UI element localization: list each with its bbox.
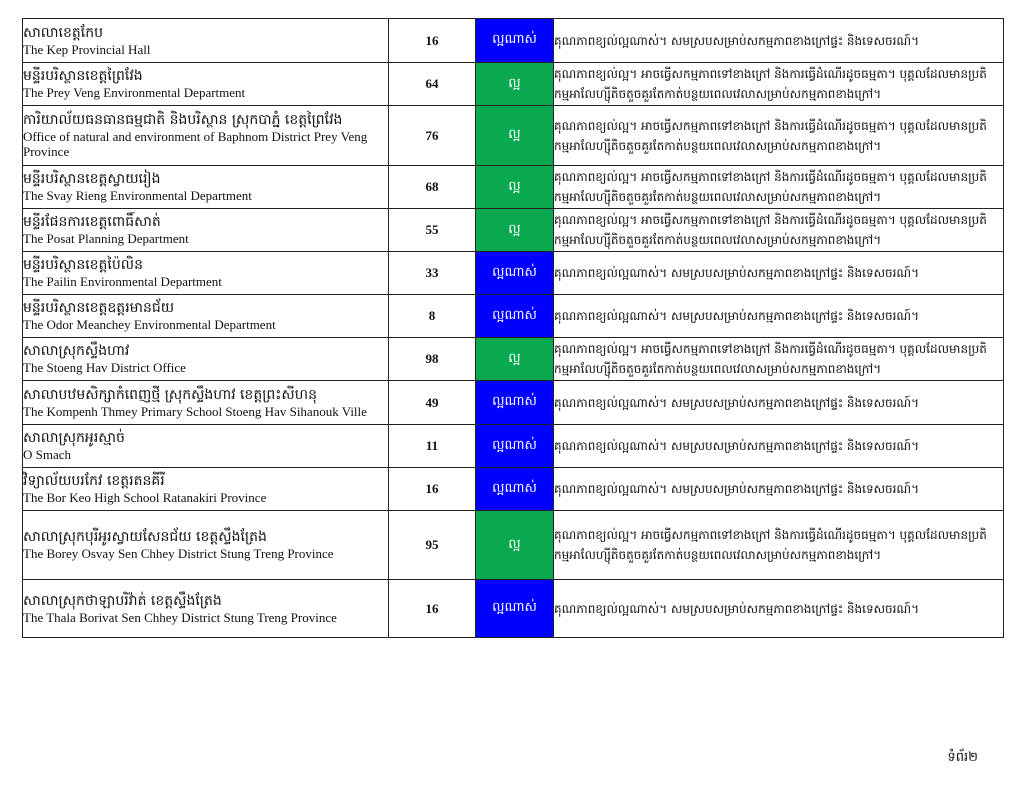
location-cell (23, 295, 389, 338)
location-name-english: The Kep Provincial Hall (23, 41, 151, 57)
location-name-khmer: មន្ទីរបរិស្ថានខេត្តព្រៃវែង (23, 68, 143, 84)
aqi-value: 76 (389, 106, 476, 166)
location-name-khmer: សាលាខេត្តកែប (23, 24, 103, 41)
location-name-khmer: សាលាស្រុកស្ទឹងហាវ (23, 343, 130, 359)
air-quality-description: គុណភាពខ្យល់ល្អណាស់។ សមស្របសម្រាប់សកម្មភាពខាងក្រៅផ្ទះ និងទេសចរណ៍។ (554, 19, 1004, 63)
location-name-khmer: ការិយាល័យធនធានធម្មជាតិ និងបរិស្ថាន ស្រុកបាភ្នំ ខេត្តព្រៃវែង (23, 112, 343, 128)
air-quality-description: គុណភាពខ្យល់ល្អណាស់។ សមស្របសម្រាប់សកម្មភាពខាងក្រៅផ្ទះ និងទេសចរណ៍។ (554, 425, 1004, 468)
air-quality-description: គុណភាពខ្យល់ល្អណាស់។ សមស្របសម្រាប់សកម្មភាពខាងក្រៅផ្ទះ និងទេសចរណ៍។ (554, 295, 1004, 338)
air-quality-table (22, 18, 1004, 638)
air-quality-description: គុណភាពខ្យល់ល្អណាស់។ សមស្របសម្រាប់សកម្មភាពខាងក្រៅផ្ទះ និងទេសចរណ៍។ (554, 468, 1004, 511)
location-name-khmer: មន្ទីរផែនការខេត្តពោធិ៍សាត់ (23, 214, 161, 230)
aqi-value: 16 (389, 468, 476, 511)
location-name-khmer: មន្ទីរបរិស្ថានខេត្តឧត្តរមានជ័យ (23, 300, 175, 316)
aqi-value: 95 (389, 511, 476, 580)
location-name-english: The Stoeng Hav District Office (23, 360, 186, 375)
table-row (23, 106, 1004, 166)
table-row (23, 580, 1004, 638)
page-number: ទំព័រ២ (947, 750, 978, 765)
aqi-category-badge: ល្អណាស់ (476, 295, 554, 338)
aqi-value: 64 (389, 63, 476, 106)
location-name-english: The Posat Planning Department (23, 231, 189, 246)
aqi-value: 16 (389, 580, 476, 638)
location-name-english: O Smach (23, 447, 72, 462)
table-row (23, 338, 1004, 381)
location-name-english: The Thala Borivat Sen Chhey District Stung Treng Province (23, 609, 337, 625)
aqi-value: 33 (389, 252, 476, 295)
location-name-english: Office of natural and environment of Baphnom District Prey Veng Province (23, 129, 368, 159)
table-row (23, 252, 1004, 295)
aqi-value: 11 (389, 425, 476, 468)
table-row (23, 295, 1004, 338)
aqi-category-badge: ល្អ (476, 209, 554, 252)
aqi-category-badge: ល្អ (476, 511, 554, 580)
location-cell (23, 209, 389, 252)
location-name-english: The Kompenh Thmey Primary School Stoeng Hav Sihanouk Ville (23, 403, 367, 419)
table-row (23, 468, 1004, 511)
aqi-value: 68 (389, 166, 476, 209)
location-cell (23, 19, 389, 63)
location-cell (23, 166, 389, 209)
location-name-english: The Prey Veng Environmental Department (23, 85, 246, 100)
location-name-khmer: សាលាស្រុកថាឡាបរិវ៉ាត់ ខេត្តស្ទឹងត្រែង (23, 592, 222, 609)
location-cell (23, 468, 389, 511)
air-quality-description: គុណភាពខ្យល់ល្អ។ អាចធ្វើសកម្មភាពទៅខាងក្រៅ និងការធ្វើដំណើរដូចធម្មតា។ បុគ្គលដែលមានប្រតិកម្មអាលែហ្ស៊ីតិចតួចគួរតែកាត់បន្ថយពេលវេលាសម្រាប់សកម្មភាពខាងក្រៅ។ (554, 166, 1004, 209)
aqi-category-badge: ល្អ (476, 166, 554, 209)
aqi-category-badge: ល្អណាស់ (476, 252, 554, 295)
table-row (23, 63, 1004, 106)
air-quality-description: គុណភាពខ្យល់ល្អណាស់។ សមស្របសម្រាប់សកម្មភាពខាងក្រៅផ្ទះ និងទេសចរណ៍។ (554, 580, 1004, 638)
location-name-english: The Odor Meanchey Environmental Department (23, 317, 276, 332)
table-row (23, 209, 1004, 252)
aqi-value: 16 (389, 19, 476, 63)
aqi-value: 8 (389, 295, 476, 338)
location-cell (23, 252, 389, 295)
air-quality-description: គុណភាពខ្យល់ល្អ។ អាចធ្វើសកម្មភាពទៅខាងក្រៅ និងការធ្វើដំណើរដូចធម្មតា។ បុគ្គលដែលមានប្រតិកម្មអាលែហ្ស៊ីតិចតួចគួរតែកាត់បន្ថយពេលវេលាសម្រាប់សកម្មភាពខាងក្រៅ។ (554, 209, 1004, 252)
aqi-value: 49 (389, 381, 476, 425)
location-cell (23, 338, 389, 381)
location-name-khmer: សាលាបឋមសិក្សាកំពេញថ្មី ស្រុកស្ទឹងហាវ ខេត្តព្រះសីហនុ (23, 386, 317, 403)
location-cell (23, 580, 389, 638)
air-quality-description: គុណភាពខ្យល់ល្អ។ អាចធ្វើសកម្មភាពទៅខាងក្រៅ និងការធ្វើដំណើរដូចធម្មតា។ បុគ្គលដែលមានប្រតិកម្មអាលែហ្ស៊ីតិចតួចគួរតែកាត់បន្ថយពេលវេលាសម្រាប់សកម្មភាពខាងក្រៅ។ (554, 106, 1004, 166)
aqi-category-badge: ល្អ (476, 338, 554, 381)
aqi-category-badge: ល្អណាស់ (476, 381, 554, 425)
location-name-english: The Bor Keo High School Ratanakiri Province (23, 490, 267, 505)
aqi-category-badge: ល្អណាស់ (476, 19, 554, 63)
aqi-category-badge: ល្អ (476, 63, 554, 106)
location-name-khmer: វិទ្យាល័យបរកែវ ខេត្តរតនគីរី (23, 473, 165, 489)
location-name-english: The Pailin Environmental Department (23, 274, 222, 289)
aqi-value: 55 (389, 209, 476, 252)
aqi-category-badge: ល្អណាស់ (476, 468, 554, 511)
location-cell (23, 425, 389, 468)
air-quality-table-body (23, 19, 1004, 638)
aqi-category-badge: ល្អ (476, 106, 554, 166)
table-row (23, 381, 1004, 425)
location-cell (23, 511, 389, 580)
aqi-value: 98 (389, 338, 476, 381)
location-name-khmer: មន្ទីរបរិស្ថានខេត្តស្វាយរៀង (23, 171, 161, 187)
location-name-khmer: សាលាស្រុកអូរស្មាច់ (23, 430, 125, 446)
air-quality-description: គុណភាពខ្យល់ល្អ។ អាចធ្វើសកម្មភាពទៅខាងក្រៅ និងការធ្វើដំណើរដូចធម្មតា។ បុគ្គលដែលមានប្រតិកម្មអាលែហ្ស៊ីតិចតួចគួរតែកាត់បន្ថយពេលវេលាសម្រាប់សកម្មភាពខាងក្រៅ។ (554, 511, 1004, 580)
table-row (23, 166, 1004, 209)
aqi-category-badge: ល្អណាស់ (476, 580, 554, 638)
aqi-category-badge: ល្អណាស់ (476, 425, 554, 468)
location-name-khmer: សាលាស្រុកបុរីអូរស្វាយសែនជ័យ ខេត្តស្ទឹងត្រែង (23, 529, 267, 545)
location-name-khmer: មន្ទីរបរិស្ថានខេត្តប៉ៃលិន (23, 257, 143, 273)
air-quality-description: គុណភាពខ្យល់ល្អ។ អាចធ្វើសកម្មភាពទៅខាងក្រៅ និងការធ្វើដំណើរដូចធម្មតា។ បុគ្គលដែលមានប្រតិកម្មអាលែហ្ស៊ីតិចតួចគួរតែកាត់បន្ថយពេលវេលាសម្រាប់សកម្មភាពខាងក្រៅ។ (554, 63, 1004, 106)
location-cell (23, 381, 389, 425)
air-quality-description: គុណភាពខ្យល់ល្អ។ អាចធ្វើសកម្មភាពទៅខាងក្រៅ និងការធ្វើដំណើរដូចធម្មតា។ បុគ្គលដែលមានប្រតិកម្មអាលែហ្ស៊ីតិចតួចគួរតែកាត់បន្ថយពេលវេលាសម្រាប់សកម្មភាពខាងក្រៅ។ (554, 338, 1004, 381)
location-name-english: The Svay Rieng Environmental Department (23, 188, 252, 203)
location-cell (23, 106, 389, 166)
table-row (23, 19, 1004, 63)
location-name-english: The Borey Osvay Sen Chhey District Stung Treng Province (23, 546, 334, 561)
air-quality-description: គុណភាពខ្យល់ល្អណាស់។ សមស្របសម្រាប់សកម្មភាពខាងក្រៅផ្ទះ និងទេសចរណ៍។ (554, 381, 1004, 425)
table-row (23, 511, 1004, 580)
table-row (23, 425, 1004, 468)
air-quality-description: គុណភាពខ្យល់ល្អណាស់។ សមស្របសម្រាប់សកម្មភាពខាងក្រៅផ្ទះ និងទេសចរណ៍។ (554, 252, 1004, 295)
location-cell (23, 63, 389, 106)
